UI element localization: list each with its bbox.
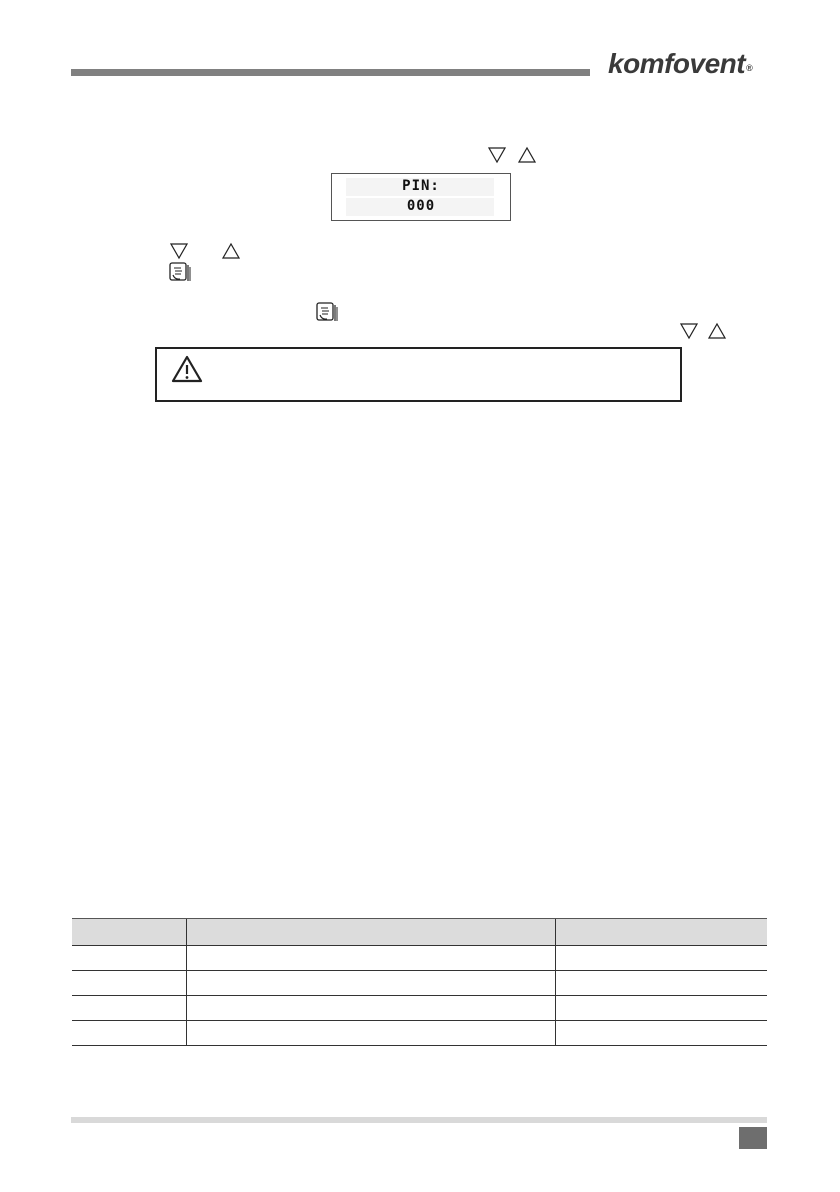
table-row xyxy=(72,971,767,996)
table-cell xyxy=(72,1021,186,1046)
table-cell xyxy=(72,946,186,971)
edit-key-icon xyxy=(316,302,338,324)
triangle-up-icon xyxy=(518,146,536,164)
table-row xyxy=(72,1021,767,1046)
registered-mark: ® xyxy=(746,63,753,73)
triangle-up-icon xyxy=(708,322,726,340)
lcd-display xyxy=(331,173,511,221)
table-cell xyxy=(555,971,767,996)
table-header-cell xyxy=(555,919,767,946)
table-cell xyxy=(555,946,767,971)
edit-key-icon xyxy=(169,262,191,284)
table-cell xyxy=(186,946,555,971)
triangle-down-icon xyxy=(680,322,698,340)
brand-logo xyxy=(608,46,752,82)
data-table xyxy=(72,918,767,1046)
warning-icon xyxy=(171,355,203,388)
footer-rule xyxy=(71,1117,767,1123)
logo-text: komfovent xyxy=(608,48,746,79)
triangle-up-icon xyxy=(222,242,240,260)
table-cell xyxy=(555,1021,767,1046)
table-cell xyxy=(72,996,186,1021)
page-number-badge xyxy=(739,1127,767,1149)
table-header-cell xyxy=(72,919,186,946)
table-cell xyxy=(186,996,555,1021)
warning-box xyxy=(155,347,682,402)
header-rule xyxy=(71,69,590,76)
table-cell xyxy=(186,1021,555,1046)
lcd-line-2: 000 xyxy=(406,198,436,214)
table-header-cell xyxy=(186,919,555,946)
triangle-down-icon xyxy=(488,146,506,164)
table-row xyxy=(72,996,767,1021)
table-cell xyxy=(186,971,555,996)
table-cell xyxy=(72,971,186,996)
table-row xyxy=(72,946,767,971)
table-cell xyxy=(555,996,767,1021)
triangle-down-icon xyxy=(170,242,188,260)
lcd-line-1: PIN: xyxy=(402,178,440,194)
table-header-row xyxy=(72,919,767,946)
